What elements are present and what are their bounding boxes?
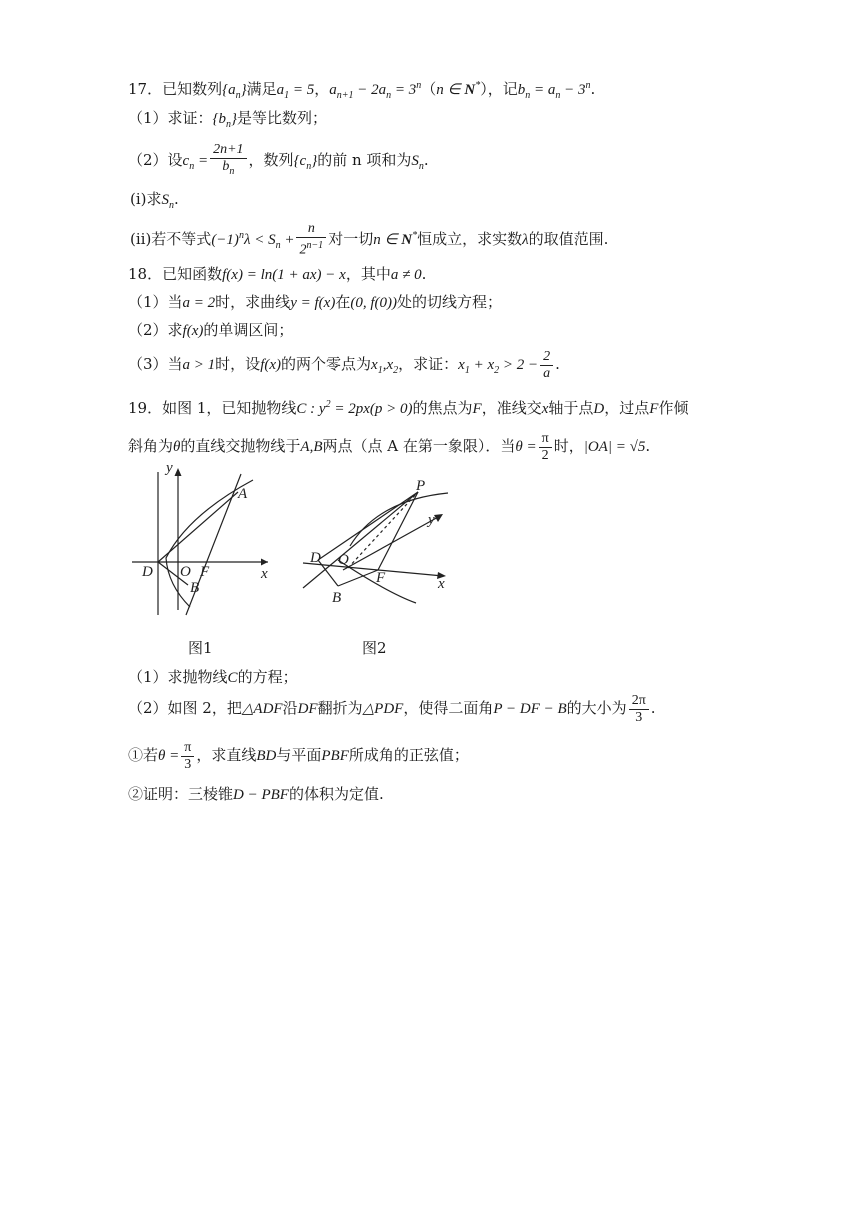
math: DF xyxy=(297,701,318,717)
q19-text: 的体积为定值. xyxy=(288,785,384,803)
q19-text: 两点（点 A 在第一象限）．当 xyxy=(322,437,516,455)
fraction: $\frac{\pi}{3}$ xyxy=(181,740,194,773)
math: f(x) xyxy=(260,357,282,373)
math: A,B xyxy=(300,439,323,455)
q17-text: 已知数列 xyxy=(162,80,223,98)
q19-text: 所成角的正弦值； xyxy=(348,746,469,764)
math: P − DF − B xyxy=(493,701,567,717)
q19-text: ，使得二面角 xyxy=(403,699,494,717)
q18-number: 18． xyxy=(128,265,163,283)
q19-text: . xyxy=(645,437,651,455)
label-y: y xyxy=(428,512,435,528)
q17-text: (ⅰ)求 xyxy=(130,190,162,208)
math: D xyxy=(593,401,605,417)
q18-text: （1）当 xyxy=(128,293,183,311)
q18-text: （3）当 xyxy=(128,355,183,373)
q18-text: 时，求曲线 xyxy=(215,293,291,311)
math: n ∈ N* xyxy=(373,230,418,248)
label-x: x xyxy=(438,576,445,592)
q19-text: 翻折为 xyxy=(317,699,363,717)
q17-text: 对一切 xyxy=(328,230,374,248)
math: θ xyxy=(173,439,181,455)
q19-text: 与平面 xyxy=(276,746,322,764)
q19-text: 作倾 xyxy=(658,399,689,417)
math: $x_1,x_2$ xyxy=(371,357,399,376)
q17-stem xyxy=(128,76,595,106)
math: $S_n$ xyxy=(161,192,175,211)
math: $a_1 = 5$ xyxy=(276,82,315,101)
q19-text: 斜角为 xyxy=(128,437,174,455)
q19-text: 时， xyxy=(553,437,584,455)
label-B: B xyxy=(332,590,342,606)
q19-case2 xyxy=(128,784,384,805)
q19-case1 xyxy=(128,735,469,776)
q18-part2 xyxy=(128,320,293,341)
math: f(x) xyxy=(182,323,204,339)
math: n ∈ N* xyxy=(436,80,481,98)
q17-text: (ⅱ)若不等式 xyxy=(130,230,212,248)
q18-text: 的单调区间； xyxy=(203,321,294,339)
figure-1-caption: 图1 xyxy=(188,639,213,657)
math: y = f(x) xyxy=(290,295,336,311)
fraction: $\frac{2\pi}{3}$ xyxy=(629,693,649,726)
q18-stem xyxy=(128,264,426,285)
math: $b_n = a_n - 3^n$ xyxy=(517,80,591,101)
q18-text: 时，设 xyxy=(215,355,261,373)
math: △PDF xyxy=(362,701,404,717)
math: |OA| = √5 xyxy=(583,439,646,455)
q17-text: 是等比数列； xyxy=(237,109,328,127)
math: x xyxy=(541,401,549,417)
label-B: B xyxy=(190,580,200,596)
q17-sub-i xyxy=(130,189,179,216)
q18-text: 在 xyxy=(335,293,351,311)
math: $c_n$ = xyxy=(182,153,209,172)
x-axis xyxy=(303,563,443,576)
y-axis-arrow xyxy=(175,468,182,476)
q17-text: （1）求证： xyxy=(128,109,213,127)
fraction: $\frac{2n+1}{b_n}$ xyxy=(210,142,246,180)
math: $\{a_n\}$ xyxy=(222,82,247,101)
q19-number: 19． xyxy=(128,399,163,417)
q19-part1 xyxy=(128,667,298,688)
q19-text: ①若 xyxy=(128,746,159,764)
math: △ADF xyxy=(241,701,283,717)
q17-text: （2）设 xyxy=(128,151,183,169)
label-A: A xyxy=(238,486,248,502)
q17-text: ， xyxy=(314,80,330,98)
q19-text: 的方程； xyxy=(237,668,298,686)
q19-text: ，过点 xyxy=(604,399,650,417)
q17-text: . xyxy=(174,190,179,208)
fraction: $\frac{2}{a}$ xyxy=(540,349,553,382)
x-axis-arrow xyxy=(261,559,268,566)
line-DP xyxy=(303,492,418,588)
math: θ = xyxy=(515,439,537,455)
q19-text: （1）求抛物线 xyxy=(128,668,228,686)
math: a ≠ 0 xyxy=(390,267,422,283)
q17-text: 的取值范围. xyxy=(528,230,609,248)
math: f(x) = ln(1 + ax) − x xyxy=(222,267,346,283)
q17-part2 xyxy=(128,140,429,187)
line-DP2 xyxy=(318,492,418,560)
q19-text: 的大小为 xyxy=(566,699,627,717)
q18-text: 处的切线方程； xyxy=(397,293,503,311)
math: F xyxy=(472,401,482,417)
label-O: O xyxy=(180,564,191,580)
math: PBF xyxy=(321,748,349,764)
label-D: D xyxy=(310,550,321,566)
q18-text: ，其中 xyxy=(345,265,391,283)
q17-text: ，数列 xyxy=(248,151,294,169)
figure-2 xyxy=(298,478,458,608)
label-F: F xyxy=(376,570,386,586)
math: λ xyxy=(522,232,529,248)
math: θ = xyxy=(158,748,180,764)
q18-text: . xyxy=(421,265,427,283)
fraction: $\frac{\pi}{2}$ xyxy=(539,431,552,464)
q17-text: . xyxy=(423,151,429,169)
q18-text: . xyxy=(555,355,560,373)
math: F xyxy=(649,401,659,417)
q17-sub-ii xyxy=(130,216,608,266)
figure-2-caption: 图2 xyxy=(362,639,387,657)
label-x: x xyxy=(261,566,268,582)
figure-1 xyxy=(128,460,278,620)
math: a > 1 xyxy=(182,357,216,373)
fraction: $\frac{n}{2^{n-1}}$ xyxy=(296,221,326,259)
q18-text: 已知函数 xyxy=(162,265,223,283)
line-DA xyxy=(158,492,238,562)
label-D: D xyxy=(142,564,153,580)
q19-text: （2）如图 2，把 xyxy=(128,699,242,717)
q17-text: 恒成立，求实数 xyxy=(417,230,523,248)
math: BD xyxy=(256,748,277,764)
math: C : $y^2 = 2px(p > 0)$ xyxy=(296,399,413,417)
math: a = 2 xyxy=(182,295,216,311)
q18-text: 的两个零点为 xyxy=(281,355,372,373)
math: $\{c_n\}$ xyxy=(293,153,318,172)
label-P: P xyxy=(416,478,426,494)
q19-text: 轴于点 xyxy=(548,399,594,417)
q19-part2 xyxy=(128,688,656,729)
q18-text: ，求证： xyxy=(398,355,459,373)
label-F: F xyxy=(200,564,210,580)
math: $x_1 + x_2 > 2$ − xyxy=(458,357,539,376)
math: $\{b_n\}$ xyxy=(212,111,238,130)
q19-text: 的直线交抛物线于 xyxy=(180,437,301,455)
math: C xyxy=(227,670,238,686)
label-O: O xyxy=(338,552,349,568)
q17-text: 的前 n 项和为 xyxy=(317,151,412,169)
math: $a_{n+1} - 2a_n = 3^n$ xyxy=(329,80,422,101)
q18-text: （2）求 xyxy=(128,321,183,339)
q19-stem xyxy=(128,395,688,419)
q18-part1 xyxy=(128,292,502,313)
q19-text: ，求直线 xyxy=(196,746,257,764)
math: (0, f(0)) xyxy=(350,295,398,311)
q19-text: . xyxy=(650,699,656,717)
q18-part3 xyxy=(128,344,560,391)
q17-text: 满足 xyxy=(246,80,277,98)
q19-text: ，准线交 xyxy=(481,399,542,417)
q19-text: ②证明：三棱锥 xyxy=(128,785,234,803)
q19-text: 沿 xyxy=(282,699,298,717)
label-y: y xyxy=(166,460,173,476)
line-OP-dashed xyxy=(348,492,418,568)
q17-text: . xyxy=(590,80,596,98)
math: $(-1)^n\lambda < S_n$ + xyxy=(211,230,295,251)
q19-text: 如图 1，已知抛物线 xyxy=(162,399,297,417)
math: $S_n$ xyxy=(411,153,424,172)
q17-number: 17． xyxy=(128,80,163,98)
q17-text: ），记 xyxy=(480,80,518,98)
q19-text: 的焦点为 xyxy=(412,399,473,417)
q17-text: （ xyxy=(421,80,437,98)
q17-part1 xyxy=(128,108,327,135)
math: D − PBF xyxy=(233,787,289,803)
